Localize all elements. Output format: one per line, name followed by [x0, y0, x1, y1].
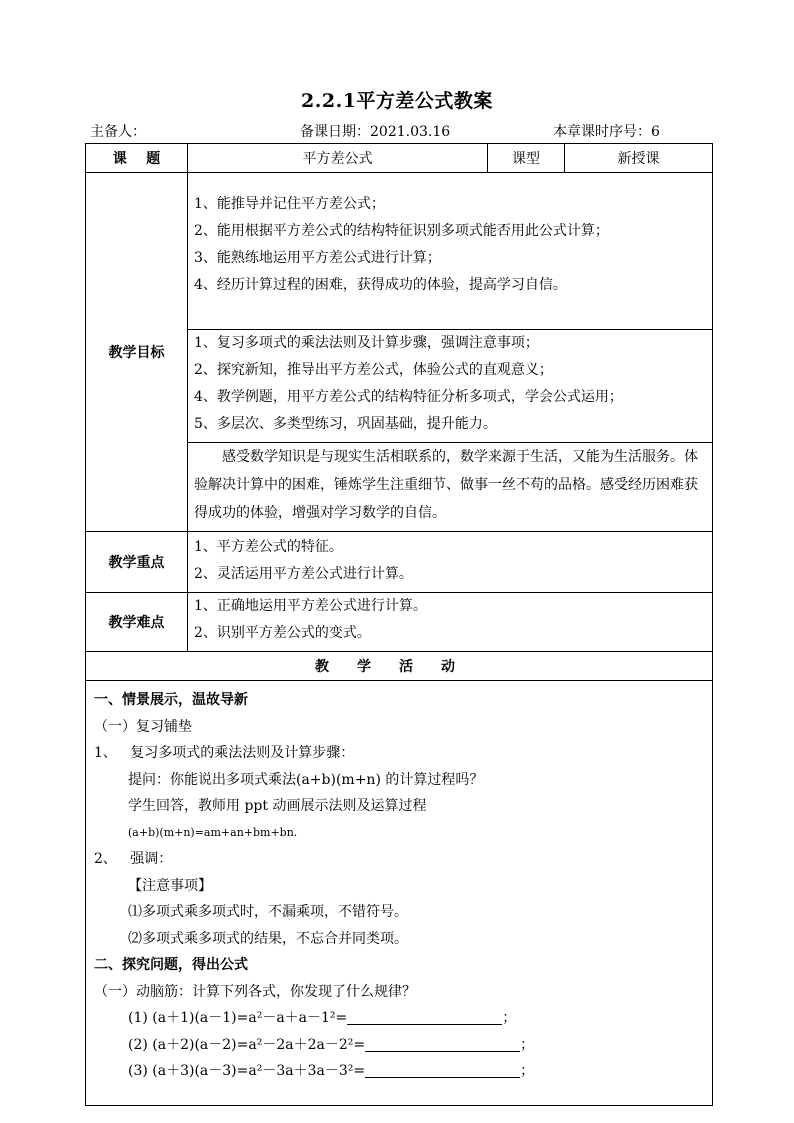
objective-knowledge-2: 2、能用根据平方差公式的结构特征识别多项式能否用此公式计算； — [194, 223, 609, 239]
section-1-answer: 学生回答，教师用 ppt 动画展示法则及运算过程 — [128, 798, 427, 814]
objectives-row-knowledge — [86, 173, 713, 330]
objective-emotion-text: 感受数学知识是与现实生活相联系的，数学来源于生活，又能为生活服务。体验解决计算中的困难，锤炼学生注重细节、做事一丝不苟的品格。感受经历困难获得成功的体验，增强对学习数学的自信。 — [194, 449, 698, 521]
difficulty-1: 1、正确地运用平方差公式进行计算。 — [194, 598, 427, 614]
exercise-2-end: ； — [520, 1036, 535, 1053]
section-1-item-2: 2、 强调： — [94, 851, 173, 867]
section-1-item-1: 1、 复习多项式的乘法法则及计算步骤： — [94, 745, 355, 761]
objective-knowledge-4: 4、经历计算过程的困难，获得成功的体验，提高学习自信。 — [194, 277, 567, 293]
section-1-note-1: ⑴多项式乘多项式时，不漏乘项，不错符号。 — [128, 904, 408, 920]
key-points-label: 教学重点 — [86, 532, 188, 593]
lesson-number-label: 本章课时序号：6 — [553, 124, 660, 140]
objectives-knowledge-cell — [188, 173, 713, 330]
difficulties-label: 教学难点 — [86, 593, 188, 652]
difficulty-2: 2、识别平方差公式的变式。 — [194, 625, 371, 641]
activities-body-row — [86, 681, 713, 1106]
exercise-3-text: (3) (a＋3)(a－3)=a²－3a＋3a－3²= — [128, 1063, 366, 1079]
exercise-2-blank — [365, 1037, 520, 1052]
key-points-cell — [188, 532, 713, 593]
section-1-question: 提问：你能说出多项式乘法(a+b)(m+n) 的计算过程吗？ — [128, 771, 484, 788]
document-title: 2.2.1平方差公式教案 — [301, 90, 493, 112]
key-point-1: 1、平方差公式的特征。 — [194, 539, 343, 555]
lesson-plan-table — [85, 143, 713, 1106]
objective-process-2: 2、探究新知，推导出平方差公式，体验公式的直观意义； — [194, 362, 553, 378]
difficulties-cell — [188, 593, 713, 652]
objective-knowledge-3: 3、能熟练地运用平方差公式进行计算； — [194, 250, 441, 266]
section-2-subtitle: （一）动脑筋：计算下列各式，你发现了什么规律？ — [94, 983, 416, 1000]
objectives-process-cell — [188, 330, 713, 443]
objectives-emotion-cell — [188, 443, 713, 532]
exercise-2 — [94, 1032, 704, 1059]
objective-process-1: 1、复习多项式的乘法法则及计算步骤，强调注意事项； — [194, 335, 539, 351]
exercise-3-blank — [365, 1063, 520, 1078]
type-value: 新授课 — [565, 144, 713, 173]
difficulties-row — [86, 593, 713, 652]
activities-cell — [86, 681, 713, 1106]
section-2-title: 二、探究问题，得出公式 — [94, 957, 248, 973]
objective-knowledge-1: 1、能推导并记住平方差公式； — [194, 196, 385, 212]
exercise-3-end: ； — [520, 1063, 535, 1079]
section-1-note-2: ⑵多项式乘多项式的结果，不忘合并同类项。 — [128, 930, 408, 947]
exercise-2-text: (2) (a＋2)(a－2)=a²－2a＋2a－2²= — [128, 1036, 366, 1053]
type-label: 课型 — [488, 144, 565, 173]
key-points-row — [86, 532, 713, 593]
exercise-1-text: (1) (a＋1)(a－1)=a²－a＋a－1²= — [128, 1010, 348, 1026]
section-1-formula: (a+b)(m+n)=am+an+bm+bn. — [128, 825, 298, 839]
section-1-note-title: 【注意事项】 — [128, 877, 212, 894]
activities-label: 教学活动 — [86, 652, 713, 681]
key-point-2: 2、灵活运用平方差公式进行计算。 — [194, 566, 413, 582]
exercise-1 — [94, 1005, 704, 1032]
date-label: 备课日期：2021.03.16 — [300, 124, 451, 140]
section-1-subtitle: （一）复习铺垫 — [94, 718, 192, 735]
topic-row — [86, 144, 713, 173]
topic-label: 课 题 — [86, 144, 188, 173]
preparer-label: 主备人： — [90, 124, 146, 140]
objective-process-4: 5、多层次、多类型练习，巩固基础，提升能力。 — [194, 416, 497, 432]
section-1-title: 一、情景展示，温故导新 — [94, 692, 248, 708]
activities-header-row — [86, 652, 713, 681]
exercise-3 — [94, 1058, 704, 1085]
topic-value: 平方差公式 — [188, 144, 488, 173]
objective-process-3: 4、教学例题，用平方差公式的结构特征分析多项式，学会公式运用； — [194, 389, 623, 405]
objectives-label: 教学目标 — [86, 173, 188, 532]
exercise-1-end: ； — [502, 1010, 517, 1026]
exercise-1-blank — [347, 1010, 502, 1025]
